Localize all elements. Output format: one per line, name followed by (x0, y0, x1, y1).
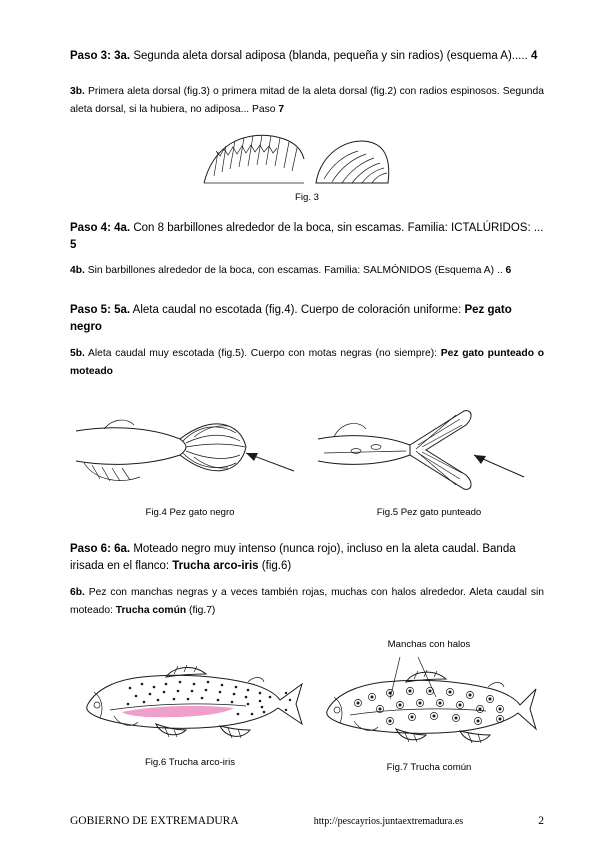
paso6-item-b-marker: 6b. (70, 586, 85, 598)
paso6-line-a (70, 541, 544, 574)
footer-organization: GOBIERNO DE EXTREMADURA (70, 815, 239, 827)
fig7-caption: Fig.7 Trucha común (386, 762, 472, 774)
paso5-item-a-marker: 5a. (114, 304, 131, 317)
fig4-drawing (70, 395, 300, 500)
paso6-item-a-answer: Trucha arco-iris (172, 559, 259, 572)
paso5-item-a-text: Aleta caudal no escotada (fig.4). Cuerpo de coloración uniforme: (130, 304, 465, 317)
paso6-item-b-answer: Trucha común (115, 604, 187, 616)
paso3-item-b-marker: 3b. (70, 85, 85, 97)
paso6-item-b-tail: (fig.7) (186, 604, 216, 616)
paso3-item-a-marker: 3a. (114, 50, 131, 62)
fig6-drawing (70, 660, 305, 746)
fig7-drawing (314, 653, 539, 753)
paso5-label: Paso 5: (70, 304, 111, 317)
paso6-item-b-text: Pez con manchas negras y a veces también rojas, muchas con halos alrededor. Aleta caudal sin moteado: (70, 586, 544, 616)
figure-fig5 (314, 395, 544, 519)
paso4-item-a-marker: 4a. (114, 222, 131, 235)
paso4-item-a-text: Con 8 barbillones alrededor de la boca, sin escamas. Familia: ICTALÚRIDOS: ... (130, 222, 544, 235)
paso5-item-b (70, 345, 544, 381)
paso6-label: Paso 6: (70, 543, 111, 556)
figure-fig3 (70, 127, 544, 204)
paso5-item-b-answer: Pez gato punteado o moteado (70, 347, 544, 377)
paso5-item-b-text: Aleta caudal muy escotada (fig.5). Cuerpo con motas negras (no siempre): (84, 347, 441, 359)
paso3-label: Paso 3: (70, 50, 111, 62)
paso3-item-b-answer: 7 (278, 103, 285, 115)
paso5-item-b-marker: 5b. (70, 347, 85, 359)
fig7-annotation: Manchas con halos (387, 638, 471, 650)
fig4-caption: Fig.4 Pez gato negro (145, 506, 235, 518)
step-paso3 (70, 48, 544, 65)
footer-page-number: 2 (538, 815, 544, 827)
paso4-item-b-text: Sin barbillones alrededor de la boca, con escamas. Familia: SALMÓNIDOS (Esquema A) .. (84, 265, 506, 277)
paso6-item-a-marker: 6a. (114, 543, 131, 556)
paso4-line-a (70, 220, 544, 253)
paso5-line-a (70, 302, 544, 335)
paso6-item-b (70, 584, 544, 620)
paso5-item-a-answer: Pez gato negro (70, 304, 512, 334)
paso3-item-a-text: Segunda aleta dorsal adiposa (blanda, pequeña y sin radios) (esquema A)..... (130, 50, 531, 62)
paso4-item-b-answer: 6 (505, 265, 512, 277)
paso4-label: Paso 4: (70, 222, 111, 235)
paso3-line-a (70, 48, 544, 65)
footer-url: http://pescayrios.juntaextremadura.es (313, 816, 464, 827)
figures-row-6 (70, 638, 544, 775)
fig3-drawing (192, 127, 422, 189)
paso3-item-b (70, 83, 544, 119)
paso6-item-a-tail: (fig.6) (258, 559, 292, 572)
figures-row-5 (70, 395, 544, 519)
page-footer (70, 815, 544, 827)
figure-fig6 (70, 638, 310, 769)
figure-fig7 (314, 638, 544, 775)
fig5-caption: Fig.5 Pez gato punteado (376, 506, 482, 518)
paso4-item-a-answer: 5 (70, 238, 77, 251)
paso4-item-b (70, 262, 544, 280)
figure-fig4 (70, 395, 310, 519)
fig3-caption: Fig. 3 (295, 191, 319, 203)
paso3-item-a-answer: 4 (530, 50, 538, 62)
paso4-item-b-marker: 4b. (70, 265, 85, 277)
paso3-item-b-text: Primera aleta dorsal (fig.3) o primera mitad de la aleta dorsal (fig.2) con radios espinosos. Segunda aleta dorsal, si la hubiera, no adiposa... Paso (70, 85, 544, 115)
fig6-caption: Fig.6 Trucha arco-iris (144, 756, 236, 768)
fig5-drawing (314, 395, 529, 500)
paso6-item-a-text: Moteado negro muy intenso (nunca rojo), incluso en la aleta caudal. Banda irisada en el flanco: (70, 543, 516, 572)
